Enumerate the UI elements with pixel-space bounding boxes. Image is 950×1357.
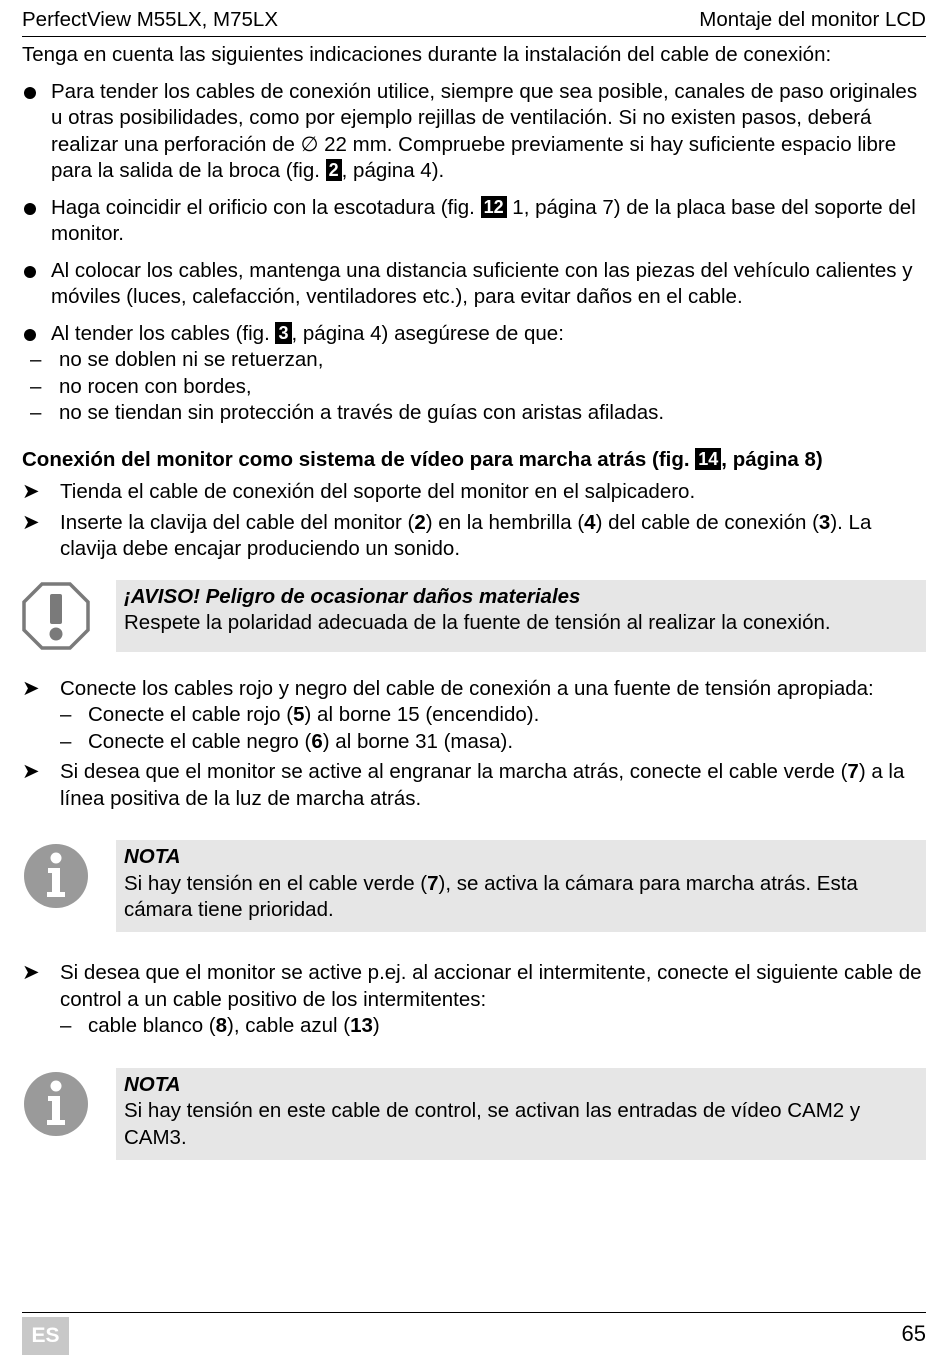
dash-item	[22, 400, 926, 427]
figure-ref: 2	[326, 159, 342, 181]
warning-stop-icon	[22, 582, 90, 650]
bullet-text: 1, página 7) de la placa base del soporte del monitor.	[51, 195, 916, 245]
step-text: ) en la hembrilla (	[425, 510, 585, 534]
step-text: ). La clavija debe encajar produciendo un sonido.	[60, 510, 872, 560]
step-text: ) a la línea positiva de la luz de marcha atrás.	[60, 760, 905, 810]
note-text: Si hay tensión en este cable de control, se activan las entradas de vídeo CAM2 y CAM3.	[124, 1099, 861, 1149]
ref-number: 6	[311, 729, 323, 753]
bullet-dot-icon	[24, 266, 36, 278]
bullet-text: Haga coincidir el orificio con la escotadura (fig.	[51, 195, 481, 219]
bullet-item	[22, 258, 926, 311]
bullet-text: , página 4).	[341, 159, 445, 182]
step-text: Si desea que el monitor se active p.ej. al accionar el intermitente, conecte el siguiente cable de control a un cable positivo de los intermitentes:	[60, 961, 922, 1011]
bullet-dot-icon	[24, 203, 36, 215]
bullet-text: , página 4) asegúrese de que:	[291, 321, 564, 345]
bullet-item	[22, 195, 926, 248]
ref-number: 8	[215, 1014, 228, 1037]
ref-number: 3	[818, 510, 831, 534]
note-panel	[116, 840, 926, 932]
dash-item	[22, 374, 926, 401]
ref-number: 7	[847, 760, 859, 783]
step-text: Si desea que el monitor se active al engranar la marcha atrás, conecte el cable verde (	[60, 760, 848, 783]
step-text: Inserte la clavija del cable del monitor (	[60, 510, 415, 534]
arrow-icon: ➤	[22, 760, 40, 783]
step-item	[22, 960, 926, 1040]
info-icon	[22, 1070, 90, 1138]
bullet-item	[22, 321, 926, 427]
dash-text: Conecte el cable rojo (	[88, 703, 294, 726]
step-item	[22, 510, 926, 563]
warning-title: ¡AVISO! Peligro de ocasionar daños materiales	[124, 584, 581, 608]
dash-mark: –	[30, 374, 42, 398]
dash-text: Conecte el cable negro (	[88, 729, 312, 753]
info-icon	[22, 842, 90, 910]
bullet-dot-icon	[24, 87, 36, 99]
ref-number: 13	[350, 1014, 373, 1037]
intro-text: Tenga en cuenta las siguientes indicaciones durante la instalación del cable de conexión:	[22, 43, 832, 66]
page-number: 65	[901, 1321, 926, 1346]
page-header	[22, 6, 926, 37]
bullet-text: Para tender los cables de conexión utilice, siempre que sea posible, canales de paso originales u otras posibilidades, como por ejemplo rejillas de ventilación. Si no existen pasos, deberá realizar una perforación de ∅ 22 mm. Compruebe previamente si hay suficiente espacio libre para la salida de la broca (fig.	[51, 79, 918, 182]
step-item	[22, 676, 926, 756]
dash-item	[60, 729, 926, 756]
warning-box	[22, 580, 926, 652]
language-tab: ES	[22, 1317, 69, 1355]
ref-number: 5	[293, 703, 305, 726]
dash-text: ) al borne 31 (masa).	[322, 729, 514, 753]
note-title: NOTA	[124, 1072, 181, 1096]
note-text-part: ), se activa la cámara para marcha atrás. Esta cámara tiene prioridad.	[124, 871, 858, 921]
page-body	[22, 42, 926, 1160]
arrow-icon: ➤	[22, 961, 40, 984]
step-item	[22, 759, 926, 812]
dash-mark: –	[60, 729, 72, 753]
step-text: Conecte los cables rojo y negro del cable de conexión a una fuente de tensión apropiada:	[60, 676, 874, 700]
dash-text: no se doblen ni se retuerzan,	[59, 348, 324, 371]
dash-text: ) al borne 15 (encendido).	[304, 703, 540, 726]
dash-mark: –	[30, 401, 42, 424]
figure-ref: 3	[275, 322, 291, 344]
figure-ref: 12	[481, 196, 507, 218]
dash-mark: –	[60, 703, 72, 726]
heading-text: , página 8)	[721, 447, 823, 471]
note-text	[124, 871, 918, 924]
dash-text: cable blanco (	[88, 1014, 216, 1037]
note-title: NOTA	[124, 845, 181, 868]
dash-text: )	[372, 1014, 380, 1037]
figure-ref: 14	[695, 448, 721, 470]
page-footer	[22, 1312, 926, 1347]
heading-text: Conexión del monitor como sistema de vídeo para marcha atrás (fig.	[22, 447, 696, 471]
bullet-dot-icon	[24, 329, 36, 341]
header-section: Montaje del monitor LCD	[699, 8, 926, 31]
dash-mark: –	[30, 348, 42, 371]
warning-panel	[116, 580, 926, 652]
arrow-icon: ➤	[22, 676, 40, 700]
note-text-part: Si hay tensión en el cable verde (	[124, 871, 428, 895]
dash-mark: –	[60, 1014, 72, 1037]
arrow-icon: ➤	[22, 510, 40, 534]
ref-number: 2	[414, 510, 426, 534]
dash-text: ), cable azul (	[227, 1014, 351, 1037]
dash-text: no se tiendan sin protección a través de guías con aristas afiladas.	[59, 401, 665, 424]
note-box	[22, 840, 926, 932]
dash-item	[22, 347, 926, 374]
header-product: PerfectView M55LX, M75LX	[22, 8, 278, 31]
dash-item	[60, 702, 926, 729]
dash-item	[60, 1013, 926, 1040]
dash-text: no rocen con bordes,	[59, 374, 252, 398]
arrow-icon: ➤	[22, 480, 40, 503]
step-text: ) del cable de conexión (	[595, 510, 819, 534]
section-heading	[22, 447, 926, 474]
note-box	[22, 1068, 926, 1160]
step-item	[22, 479, 926, 506]
warning-text: Respete la polaridad adecuada de la fuente de tensión al realizar la conexión.	[124, 611, 831, 634]
ref-number: 7	[427, 871, 439, 895]
bullet-item	[22, 79, 926, 185]
bullet-text: Al tender los cables (fig.	[51, 321, 276, 345]
bullet-text: Al colocar los cables, mantenga una distancia suficiente con las piezas del vehículo calientes y móviles (luces, calefacción, ventiladores etc.), para evitar daños en el cable.	[51, 258, 913, 308]
step-text: Tienda el cable de conexión del soporte del monitor en el salpicadero.	[60, 480, 696, 503]
note-panel	[116, 1068, 926, 1160]
ref-number: 4	[584, 510, 596, 534]
